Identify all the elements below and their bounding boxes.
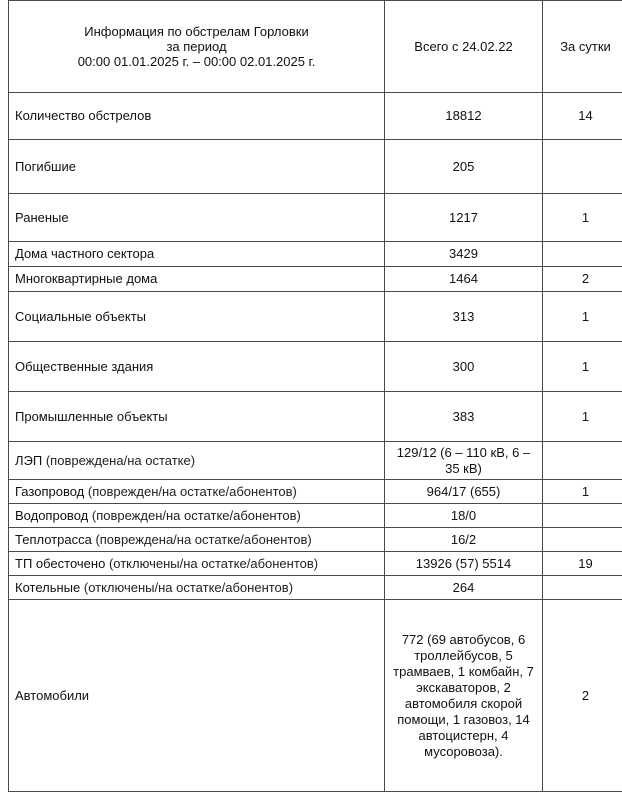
row-label: Промышленные объекты: [9, 392, 385, 442]
row-total: 383: [385, 392, 543, 442]
row-note: (поврежден/на остатке/абонентов): [91, 507, 301, 523]
report-document: [8, 0, 613, 792]
row-total: 1464: [385, 267, 543, 292]
table-row: [9, 480, 622, 504]
row-day: [543, 576, 622, 600]
row-total: 3429: [385, 242, 543, 267]
row-label-cell: [9, 576, 385, 600]
table-row: [9, 242, 622, 267]
row-day: [543, 504, 622, 528]
column-header-total: Всего с 24.02.22: [385, 1, 543, 93]
table-header-row: [9, 1, 622, 93]
row-day: [543, 528, 622, 552]
table-row: [9, 600, 622, 792]
row-label: Дома частного сектора: [9, 242, 385, 267]
row-label: Автомобили: [9, 600, 385, 792]
table-title-line2: за период: [166, 39, 227, 54]
row-total: 18/0: [385, 504, 543, 528]
table-row: [9, 292, 622, 342]
row-day: 2: [543, 600, 622, 792]
row-label-cell: [9, 528, 385, 552]
row-note: (повреждена/на остатке/абонентов): [95, 531, 312, 547]
table-row: [9, 528, 622, 552]
row-day: 19: [543, 552, 622, 576]
row-total: 964/17 (655): [385, 480, 543, 504]
row-day: 1: [543, 480, 622, 504]
table-row: [9, 442, 622, 480]
row-label-cell: [9, 442, 385, 480]
row-label: ТП обесточено: [15, 555, 106, 571]
row-label-cell: [9, 480, 385, 504]
row-day: [543, 140, 622, 194]
row-day: 1: [543, 194, 622, 242]
table-row: [9, 576, 622, 600]
row-total: 16/2: [385, 528, 543, 552]
row-day: 2: [543, 267, 622, 292]
table-row: [9, 342, 622, 392]
row-label: Общественные здания: [9, 342, 385, 392]
row-total: 772 (69 автобусов, 6 троллейбусов, 5 трамваев, 1 комбайн, 7 экскаваторов, 2 автомобиля скорой помощи, 1 газовоз, 14 автоцистерн, 4 мусоровоза).: [385, 600, 543, 792]
row-label: Количество обстрелов: [9, 93, 385, 140]
table-row: [9, 140, 622, 194]
row-day: [543, 442, 622, 480]
table-row: [9, 93, 622, 140]
row-total: 1217: [385, 194, 543, 242]
row-note: (отключены/на остатке/абонентов): [83, 579, 294, 595]
row-day: 1: [543, 342, 622, 392]
row-day: 1: [543, 392, 622, 442]
row-day: 1: [543, 292, 622, 342]
row-total: 300: [385, 342, 543, 392]
row-total: 205: [385, 140, 543, 194]
row-day: 14: [543, 93, 622, 140]
table-row: [9, 552, 622, 576]
table-title-line3: 00:00 01.01.2025 г. – 00:00 02.01.2025 г.: [77, 54, 316, 69]
row-note: (повреждена/на остатке): [45, 452, 196, 468]
row-label: Многоквартирные дома: [9, 267, 385, 292]
shelling-info-table: [8, 0, 622, 792]
row-day: [543, 242, 622, 267]
row-label: Водопровод: [15, 507, 89, 523]
row-label: Теплотрасса: [15, 531, 92, 547]
row-total: 18812: [385, 93, 543, 140]
row-total: 313: [385, 292, 543, 342]
column-header-day: За сутки: [543, 1, 622, 93]
table-title-cell: [9, 1, 385, 93]
row-label: Раненые: [9, 194, 385, 242]
row-label: Погибшие: [9, 140, 385, 194]
row-note: (отключены/на остатке/абонентов): [108, 555, 319, 571]
row-total: 129/12 (6 – 110 кВ, 6 – 35 кВ): [385, 442, 543, 480]
row-label-cell: [9, 552, 385, 576]
table-row: [9, 194, 622, 242]
table-row: [9, 392, 622, 442]
row-label-cell: [9, 504, 385, 528]
row-label: Газопровод: [15, 483, 85, 499]
table-row: [9, 504, 622, 528]
row-total: 264: [385, 576, 543, 600]
table-row: [9, 267, 622, 292]
row-note: (поврежден/на остатке/абонентов): [87, 483, 297, 499]
row-label: Котельные: [15, 579, 81, 595]
row-label: Социальные объекты: [9, 292, 385, 342]
row-total: 13926 (57) 5514: [385, 552, 543, 576]
table-title-line1: Информация по обстрелам Горловки: [84, 24, 309, 39]
row-label: ЛЭП: [15, 452, 43, 468]
